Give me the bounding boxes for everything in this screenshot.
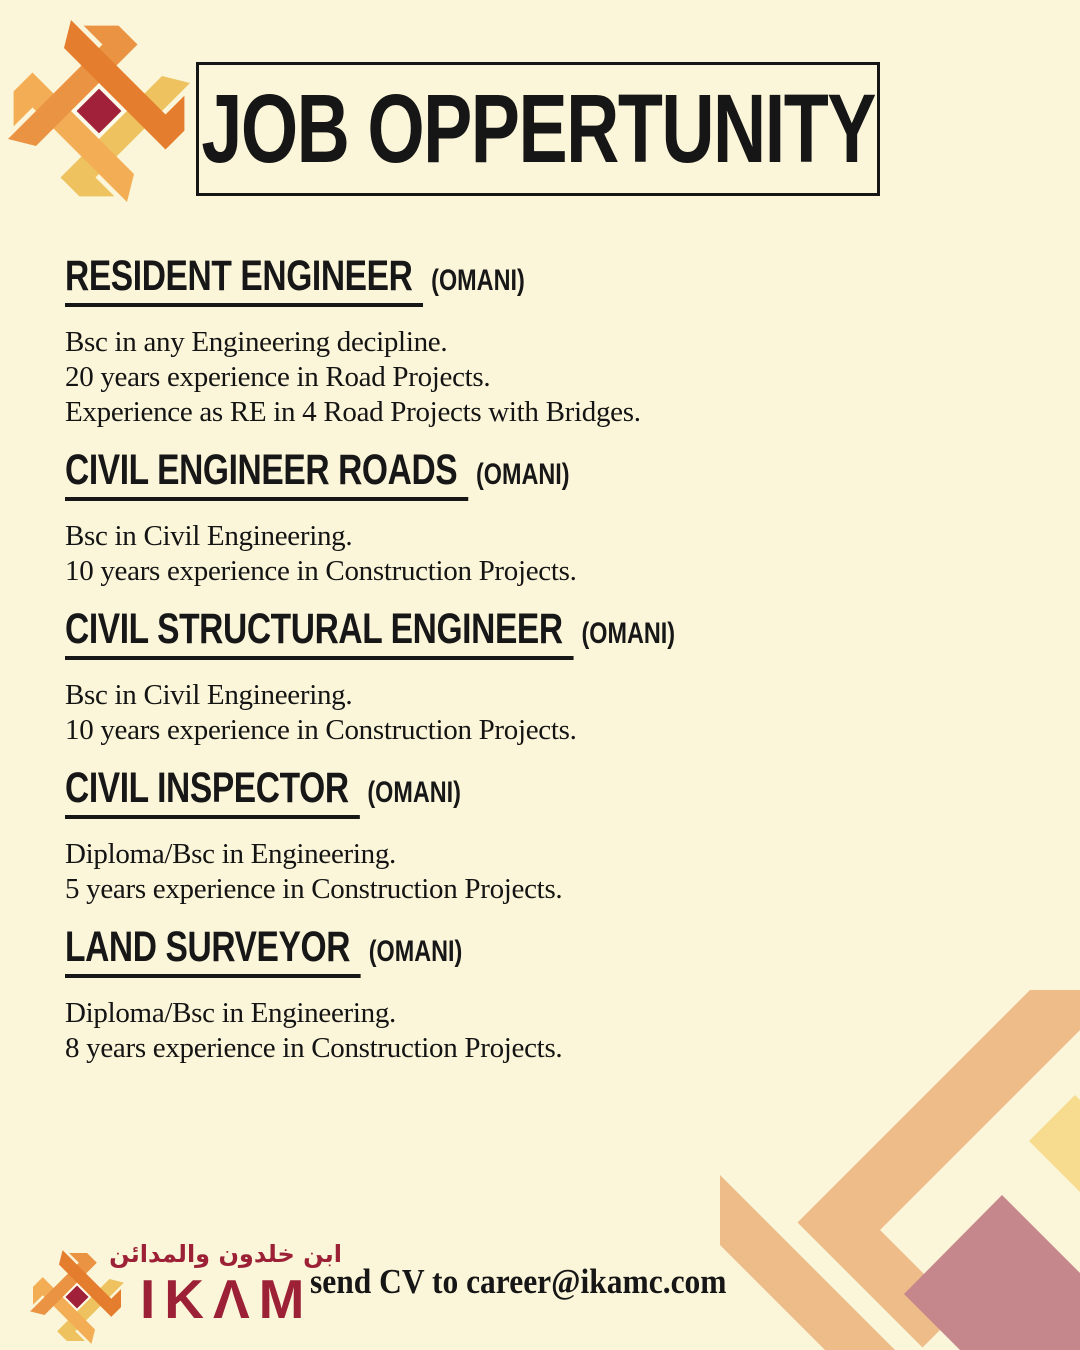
job-title: LAND SURVEYOR	[65, 923, 361, 978]
job-requirements	[65, 678, 1005, 748]
job-requirements	[65, 837, 1005, 907]
job-section-civil-engineer-roads	[65, 446, 1005, 589]
job-title: CIVIL INSPECTOR	[65, 764, 360, 819]
job-listings	[65, 252, 1005, 1082]
job-requirements	[65, 325, 1005, 430]
title-box	[196, 62, 880, 196]
job-nationality: (OMANI)	[368, 935, 463, 968]
job-heading	[65, 923, 1005, 981]
job-requirement: Diploma/Bsc in Engineering.	[65, 997, 396, 1029]
ikam-pinwheel-logo-icon	[0, 8, 198, 214]
job-requirement: Bsc in any Engineering decipline.	[65, 326, 448, 358]
job-requirement: Bsc in Civil Engineering.	[65, 679, 353, 711]
corner-pinwheel-decoration-icon	[720, 990, 1080, 1350]
job-requirement: 20 years experience in Road Projects.	[65, 361, 491, 393]
job-heading	[65, 252, 1005, 310]
job-requirement: 8 years experience in Construction Projects.	[65, 1032, 563, 1064]
job-title: CIVIL ENGINEER ROADS	[65, 446, 468, 501]
job-requirement: 10 years experience in Construction Projects.	[65, 714, 577, 746]
ikam-wordmark: IKΛM	[140, 1268, 314, 1330]
job-title: RESIDENT ENGINEER	[65, 252, 423, 307]
job-requirement: Bsc in Civil Engineering.	[65, 520, 353, 552]
job-section-resident-engineer	[65, 252, 1005, 430]
send-cv-text[interactable]: send CV to career@ikamc.com	[310, 1262, 727, 1301]
ikam-arabic-name: ابن خلدون والمدائن	[109, 1240, 342, 1268]
job-heading	[65, 605, 1005, 663]
job-section-civil-inspector	[65, 764, 1005, 907]
job-heading	[65, 764, 1005, 822]
job-heading	[65, 446, 1005, 504]
job-requirement: Experience as RE in 4 Road Projects with Bridges.	[65, 396, 641, 428]
job-section-civil-structural-engineer	[65, 605, 1005, 748]
decor-yellow-band	[1029, 1095, 1080, 1192]
page-title: JOB OPPERTUNITY	[201, 74, 875, 183]
job-nationality: (OMANI)	[367, 776, 461, 809]
job-requirement: Diploma/Bsc in Engineering.	[65, 838, 396, 870]
job-requirement: 10 years experience in Construction Projects.	[65, 555, 577, 587]
job-requirements	[65, 519, 1005, 589]
job-nationality: (OMANI)	[475, 458, 570, 491]
job-requirement: 5 years experience in Construction Projects.	[65, 873, 563, 905]
job-title: CIVIL STRUCTURAL ENGINEER	[65, 605, 574, 660]
job-nationality: (OMANI)	[431, 264, 525, 297]
job-nationality: (OMANI)	[581, 617, 676, 650]
